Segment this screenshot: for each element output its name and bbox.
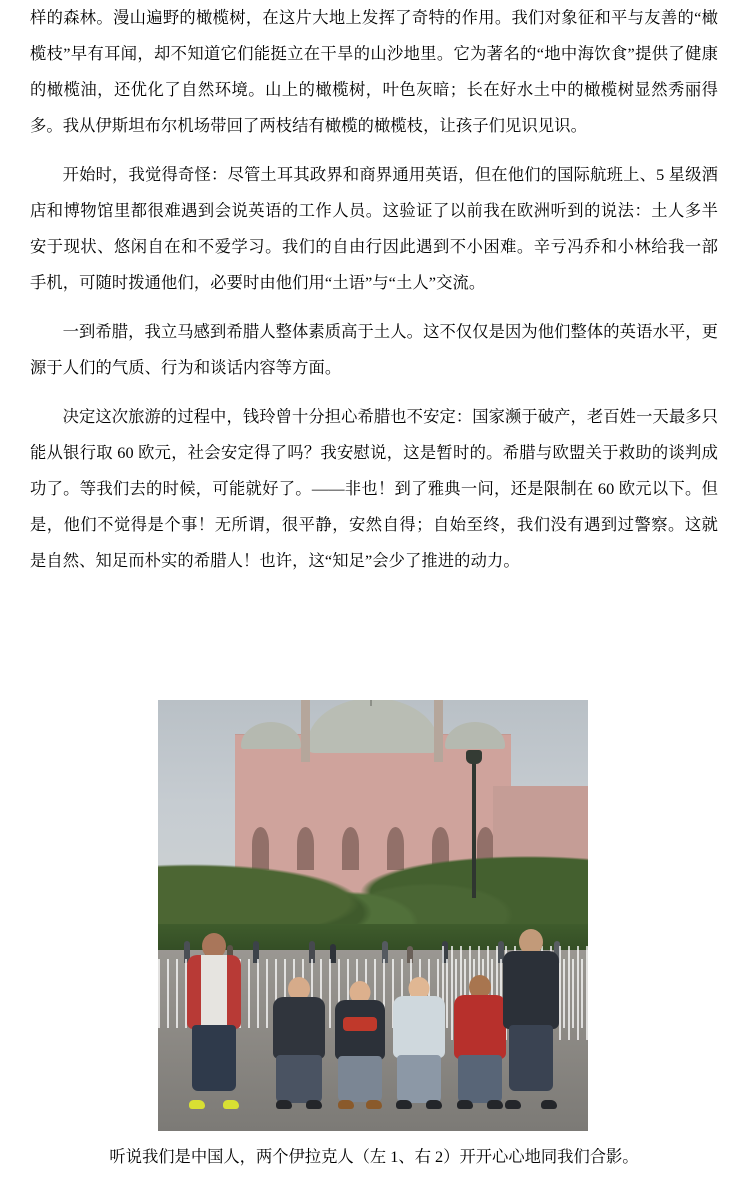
photo-person-standing-left [183, 933, 245, 1105]
paragraph-1: 样的森林。漫山遍野的橄榄树，在这片大地上发挥了奇特的作用。我们对象征和平与友善的“橄榄枝”早有耳闻，却不知道它们能挺立在干旱的山沙地里。它为著名的“地中海饮食”提供了健康的橄榄油，还优化了自然环境。山上的橄榄树，叶色灰暗；长在好水土中的橄榄树显然秀丽得多。我从伊斯坦布尔机场带回了两枝结有橄榄的橄榄枝，让孩子们见识见识。 [30, 8, 718, 135]
photo-person-shoe-left [505, 1100, 521, 1109]
figure-caption: 听说我们是中国人，两个伊拉克人（左 1、右 2）开开心心地同我们合影。 [109, 1147, 639, 1166]
photo-person-torso [393, 996, 445, 1058]
photo-person-shoe-right [366, 1100, 382, 1109]
photo-person-seated-1 [270, 977, 328, 1105]
photo-person-legs [397, 1055, 441, 1103]
photo-minaret-left [301, 700, 310, 762]
photo-person-shoe-right [306, 1100, 322, 1109]
photo-person-torso [187, 955, 241, 1029]
photo-person-shoe-left [457, 1100, 473, 1109]
photo-person-shoe-right [541, 1100, 557, 1109]
photo-person-legs [276, 1055, 322, 1103]
photo-person-shoe-left [189, 1100, 205, 1109]
paragraph-3: 一到希腊，我立马感到希腊人整体素质高于土人。这不仅仅是因为他们整体的英语水平，更源于人们的气质、行为和谈话内容等方面。 [30, 322, 718, 377]
photo-person-shoe-left [276, 1100, 292, 1109]
photo-person-shoe-left [338, 1100, 354, 1109]
photo-person-shoe-right [426, 1100, 442, 1109]
paragraph-2: 开始时，我觉得奇怪：尽管土耳其政界和商界通用英语，但在他们的国际航班上、5 星级酒店和博物馆里都很难遇到会说英语的工作人员。这验证了以前我在欧洲听到的说法：土人多半安于现状、悠闲自在和不爱学习。我们的自由行因此遇到不小困难。辛亏冯乔和小林给我一部手机，可随时拨通他们，必要时由他们用“土语”与“土人”交流。 [30, 165, 718, 292]
photo-person-torso [273, 997, 325, 1059]
photo-person-legs [509, 1025, 553, 1091]
photo-person-legs [192, 1025, 236, 1091]
photo-person-legs [458, 1055, 502, 1103]
group-photo-image [158, 700, 588, 1131]
photo-minaret-right [434, 700, 443, 762]
photo-person-standing-right [499, 929, 563, 1105]
photo-street-lamp [472, 760, 476, 898]
photo-person-shoe-left [396, 1100, 412, 1109]
photo-person-shoe-right [223, 1100, 239, 1109]
photo-person-seated-3 [390, 977, 448, 1105]
photo-person-seated-2 [332, 981, 388, 1105]
photo-person-torso [503, 951, 559, 1029]
photo-person-scarf [343, 1017, 377, 1031]
figure-container [158, 700, 588, 1131]
photo-people-group [167, 941, 580, 1105]
photo-person-legs [338, 1056, 382, 1102]
body-text-column [30, 0, 718, 592]
paragraph-4: 决定这次旅游的过程中，钱玲曾十分担心希腊也不安定：国家濒于破产，老百姓一天最多只能从银行取 60 欧元，社会安定得了吗？我安慰说，这是暂时的。希腊与欧盟关于救助的谈判成功了。等我们去的时候，可能就好了。——非也！到了雅典一问，还是限制在 60 欧元以下。但是，他们不觉得是个事！无所谓，很平静，安然自得；自始至终，我们没有遇到过警察。这就是自然、知足而朴实的希腊人！也许，这“知足”会少了推进的动力。 [30, 407, 718, 570]
